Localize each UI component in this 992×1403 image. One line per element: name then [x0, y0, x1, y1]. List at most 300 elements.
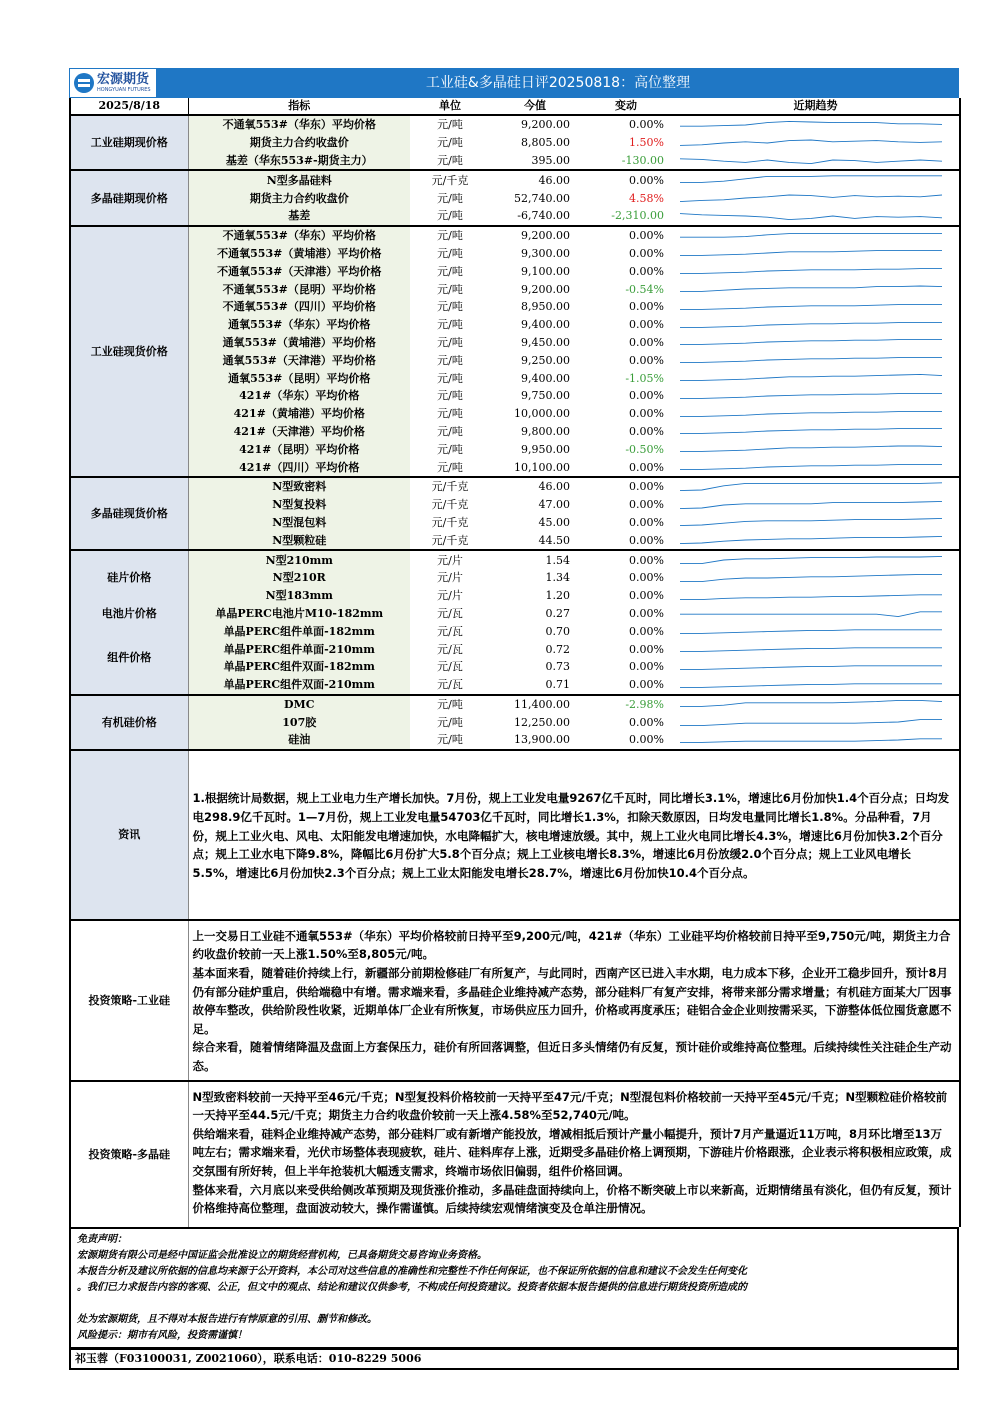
- unit-cell: 元/瓦: [437, 660, 463, 674]
- strategy-si-label: 投资策略-工业硅: [70, 920, 188, 1081]
- header-trend: 近期趋势: [672, 98, 960, 115]
- trend-cell: [672, 622, 960, 640]
- trend-sparkline: [676, 460, 946, 474]
- trend-line: [680, 286, 942, 291]
- strategy-poly-label: 投资策略-多晶硅: [70, 1081, 188, 1227]
- change-cell: -2,310.00: [611, 209, 664, 223]
- value-cell: 9,200.00: [521, 282, 570, 296]
- disclaimer-line-6: 风险提示：期市有风险，投资需谨慎！: [77, 1329, 247, 1341]
- change-cell: 0.00%: [580, 170, 672, 189]
- trend-sparkline: [676, 371, 946, 385]
- trend-cell: [672, 423, 960, 441]
- disclaimer-title: 免责声明：: [77, 1233, 127, 1245]
- trend-line: [680, 358, 942, 363]
- table-row: [70, 152, 960, 171]
- unit-cell: 元/吨: [437, 715, 463, 729]
- unit-cell: 元/千克: [410, 477, 490, 496]
- change-cell: 0.00%: [629, 515, 664, 529]
- trend-line: [680, 411, 942, 416]
- trend-line: [680, 393, 942, 398]
- value-cell: 1.34: [545, 571, 570, 585]
- unit-cell: 元/瓦: [437, 606, 463, 620]
- company-logo: [69, 68, 157, 98]
- trend-sparkline: [676, 553, 946, 567]
- table-row: [70, 189, 960, 207]
- unit-cell: 元/吨: [437, 209, 463, 223]
- strategy-poly-row: [70, 1081, 960, 1227]
- unit-cell: 元/吨: [437, 371, 463, 385]
- report-title: 工业硅&多晶硅日评20250818：高位整理: [425, 75, 691, 91]
- unit-cell: 元/片: [437, 589, 463, 603]
- trend-sparkline: [676, 624, 946, 638]
- table-row: [70, 605, 960, 623]
- trend-sparkline: [676, 571, 946, 585]
- indicator-name: 单晶PERC组件单面-210mm: [188, 640, 410, 658]
- change-cell: 4.58%: [629, 191, 664, 205]
- trend-sparkline: [676, 389, 946, 403]
- table-row: [70, 334, 960, 352]
- value-cell: 9,400.00: [521, 318, 570, 332]
- table-row: [70, 405, 960, 423]
- value-cell: 8,950.00: [521, 300, 570, 314]
- indicator-name: 通氧553#（华东）平均价格: [188, 316, 410, 334]
- category-label: 工业硅现货价格: [70, 226, 188, 477]
- trend-line: [680, 340, 942, 345]
- change-cell: 0.00%: [629, 389, 664, 403]
- trend-line: [680, 574, 942, 581]
- trend-cell: [672, 514, 960, 532]
- table-row: [70, 298, 960, 316]
- trend-cell: [672, 189, 960, 207]
- trend-cell: [672, 152, 960, 171]
- table-row: [70, 245, 960, 263]
- indicator-name: N型多晶硅料: [188, 170, 410, 189]
- indicator-name: 不通氧553#（黄埔港）平均价格: [188, 245, 410, 263]
- news-label: 资讯: [70, 750, 188, 920]
- unit-cell: 元/吨: [437, 318, 463, 332]
- unit-cell: 元/吨: [410, 695, 490, 714]
- trend-cell: [672, 207, 960, 226]
- trend-sparkline: [676, 678, 946, 692]
- value-cell: 11,400.00: [490, 695, 580, 714]
- trend-cell: [672, 605, 960, 623]
- table-row: [70, 262, 960, 280]
- value-cell: 9,750.00: [521, 389, 570, 403]
- unit-cell: 元/吨: [437, 264, 463, 278]
- trend-cell: [672, 587, 960, 605]
- trend-cell: [672, 351, 960, 369]
- value-cell: 46.00: [490, 477, 580, 496]
- change-cell: 0.00%: [629, 335, 664, 349]
- trend-sparkline: [676, 697, 946, 711]
- strategy-poly-p2: 供给端来看，硅料企业维持减产态势，部分硅料厂或有新增产能投放，增减相抵后预计产量小幅提升，预计7月产量逼近11万吨，8月环比增至13万吨左右；需求端来看，光伏市场整体表现疲软，硅片、硅料库存上涨，近期受多晶硅价格上调预期，下游硅片价格跟涨，企业表示将积极相应政策，成交氛围有所好转，但上半年抢装机大幅透支需求，终端市场依旧偏弱，组件价格回调。: [192, 1126, 952, 1179]
- change-cell: 0.00%: [629, 533, 664, 547]
- trend-cell: [672, 387, 960, 405]
- indicator-name: 单晶PERC组件双面-210mm: [188, 676, 410, 695]
- table-row: [70, 477, 960, 496]
- trend-line: [680, 251, 942, 256]
- change-cell: 0.00%: [629, 424, 664, 438]
- trend-line: [680, 720, 942, 726]
- trend-line: [680, 701, 942, 707]
- value-cell: 47.00: [538, 498, 570, 512]
- change-cell: 0.00%: [629, 264, 664, 278]
- change-cell: 0.00%: [580, 550, 672, 569]
- unit-cell: 元/片: [410, 550, 490, 569]
- trend-cell: [672, 134, 960, 152]
- change-cell: 0.00%: [629, 353, 664, 367]
- analyst-contact: 祁玉蓉（F03100031, Z0021060），联系电话：010-8229 5006: [69, 1349, 959, 1370]
- unit-cell: 元/瓦: [437, 624, 463, 638]
- disclaimer-line-3: 。我们已力求报告内容的客观、公正，但文中的观点、结论和建议仅供参考，不构成任何投资建议。投资者依据本报告提供的信息进行期货投资所造成的: [77, 1281, 747, 1293]
- trend-line: [680, 666, 942, 670]
- trend-sparkline: [676, 282, 946, 296]
- indicator-name: 单晶PERC组件单面-182mm: [188, 622, 410, 640]
- strategy-si-text: [188, 920, 960, 1081]
- trend-cell: [672, 298, 960, 316]
- indicator-name: N型致密料: [188, 477, 410, 496]
- indicator-name: 期货主力合约收盘价: [188, 189, 410, 207]
- change-cell: -0.54%: [625, 282, 664, 296]
- unit-cell: 元/吨: [437, 191, 463, 205]
- trend-line: [680, 140, 942, 145]
- unit-cell: 元/吨: [437, 353, 463, 367]
- trend-sparkline: [676, 407, 946, 421]
- value-cell: -6,740.00: [517, 209, 570, 223]
- value-cell: 13,900.00: [514, 733, 570, 747]
- table-row: [70, 134, 960, 152]
- table-row: [70, 531, 960, 550]
- trend-cell: [672, 405, 960, 423]
- report-page: [69, 68, 959, 1370]
- table-row: [70, 423, 960, 441]
- trend-cell: [672, 731, 960, 749]
- indicator-name: 不通氧553#（昆明）平均价格: [188, 280, 410, 298]
- change-cell: 0.00%: [629, 678, 664, 692]
- unit-cell: 元/吨: [437, 246, 463, 260]
- indicator-name: 硅油: [188, 731, 410, 749]
- table-row: [70, 351, 960, 369]
- trend-line: [680, 233, 942, 237]
- table-row: [70, 316, 960, 334]
- trend-sparkline: [676, 442, 946, 456]
- logo-mark-icon: [74, 73, 94, 93]
- trend-sparkline: [676, 209, 946, 223]
- value-cell: 9,200.00: [490, 226, 580, 245]
- unit-cell: 元/吨: [437, 282, 463, 296]
- trend-line: [680, 176, 942, 183]
- change-cell: -1.05%: [625, 371, 664, 385]
- strategy-si-p3: 综合来看，随着情绪降温及盘面上方套保压力，硅价有所回落调整，但近日多头情绪仍有反复，预计硅价或维持高位整理。后续持续性关注硅企生产动态。: [192, 1040, 952, 1074]
- unit-cell: 元/吨: [437, 136, 463, 150]
- indicator-name: 107胶: [188, 713, 410, 731]
- unit-cell: 元/吨: [437, 460, 463, 474]
- trend-sparkline: [676, 191, 946, 205]
- trend-cell: [672, 115, 960, 134]
- value-cell: 45.00: [538, 515, 570, 529]
- change-cell: 0.00%: [629, 300, 664, 314]
- unit-cell: 元/吨: [437, 335, 463, 349]
- value-cell: 9,400.00: [521, 371, 570, 385]
- change-cell: 0.00%: [629, 642, 664, 656]
- trend-sparkline: [676, 335, 946, 349]
- unit-cell: 元/瓦: [437, 678, 463, 692]
- indicator-name: 421#（华东）平均价格: [188, 387, 410, 405]
- trend-cell: [672, 440, 960, 458]
- trend-cell: [672, 458, 960, 477]
- unit-cell: 元/吨: [437, 300, 463, 314]
- value-cell: 395.00: [531, 153, 570, 167]
- value-cell: 9,800.00: [521, 424, 570, 438]
- trend-cell: [672, 676, 960, 695]
- table-row: [70, 226, 960, 245]
- indicator-name: 421#（天津港）平均价格: [188, 423, 410, 441]
- disclaimer-line-4: [77, 1296, 951, 1312]
- value-cell: 0.72: [545, 642, 570, 656]
- change-cell: 0.00%: [629, 246, 664, 260]
- indicator-name: 期货主力合约收盘价: [188, 134, 410, 152]
- value-cell: 9,100.00: [521, 264, 570, 278]
- value-cell: 44.50: [538, 533, 570, 547]
- trend-sparkline: [676, 606, 946, 620]
- unit-cell: 元/片: [437, 571, 463, 585]
- table-row: [70, 676, 960, 695]
- change-cell: 0.00%: [580, 477, 672, 496]
- strategy-poly-p1: N型致密料较前一天持平至46元/千克；N型复投料价格较前一天持平至47元/千克；N型混包料价格较前一天持平至45元/千克；N型颗粒硅价格较前一天持平至44.5元/千克；期货主力合约收盘价较前一天上涨4.58%至52,740元/吨。: [192, 1089, 948, 1123]
- value-cell: 46.00: [490, 170, 580, 189]
- strategy-poly-text: [188, 1081, 960, 1227]
- trend-sparkline: [676, 515, 946, 529]
- value-cell: 9,200.00: [490, 115, 580, 134]
- trend-cell: [672, 550, 960, 569]
- trend-sparkline: [676, 246, 946, 260]
- change-cell: -2.98%: [580, 695, 672, 714]
- change-cell: 0.00%: [629, 733, 664, 747]
- value-cell: 9,250.00: [521, 353, 570, 367]
- indicator-name: DMC: [188, 695, 410, 714]
- indicator-name: N型183mm: [188, 587, 410, 605]
- trend-sparkline: [676, 318, 946, 332]
- trend-cell: [672, 316, 960, 334]
- logo-en-text: HONGYUAN FUTURES: [97, 87, 151, 93]
- unit-cell: 元/千克: [431, 533, 469, 547]
- category-label: 组件价格: [70, 622, 188, 694]
- trend-sparkline: [676, 300, 946, 314]
- trend-line: [680, 195, 942, 202]
- change-cell: 0.00%: [629, 660, 664, 674]
- value-cell: 0.71: [545, 678, 570, 692]
- table-row: [70, 369, 960, 387]
- indicator-name: 通氧553#（黄埔港）平均价格: [188, 334, 410, 352]
- trend-sparkline: [676, 153, 946, 167]
- trend-cell: [672, 226, 960, 245]
- trend-cell: [672, 369, 960, 387]
- category-label: 工业硅期现价格: [70, 115, 188, 170]
- change-cell: 0.00%: [629, 571, 664, 585]
- trend-cell: [672, 245, 960, 263]
- trend-cell: [672, 477, 960, 496]
- indicator-name: N型混包料: [188, 514, 410, 532]
- strategy-poly-p3: 整体来看，六月底以来受供给侧改革预期及现货涨价推动，多晶硅盘面持续向上，价格不断突破上市以来新高，近期情绪虽有淡化，但仍有反复，预计价格维持高位整理，盘面波动较大，操作需谨慎。后续持续宏观情绪演变及仓单注册情况。: [192, 1182, 952, 1216]
- trend-sparkline: [676, 733, 946, 747]
- trend-sparkline: [676, 136, 946, 150]
- trend-cell: [672, 658, 960, 676]
- table-row: [70, 550, 960, 569]
- indicator-name: 通氧553#（昆明）平均价格: [188, 369, 410, 387]
- indicator-name: 不通氧553#（四川）平均价格: [188, 298, 410, 316]
- strategy-si-p2: 基本面来看，随着硅价持续上行，新疆部分前期检修硅厂有所复产，与此同时，西南产区已进入丰水期，电力成本下移，企业开工稳步回升，预计8月仍有部分硅炉重启，供给端稳中有增。需求端来看，多晶硅企业维持减产态势，部分硅料厂有复产安排，将带来部分需求增量；有机硅方面某大厂因事故停车整改，供给阶段性收紧，近期单体厂企业有所恢复，市场供应压力回升，价格或再度承压；硅铝合金企业则按需采买，下游整体低位囤货意愿不足。: [192, 966, 952, 1036]
- table-header-row: [70, 98, 960, 115]
- indicator-name: 421#（昆明）平均价格: [188, 440, 410, 458]
- table-row: [70, 387, 960, 405]
- value-cell: 10,000.00: [514, 407, 570, 421]
- trend-line: [680, 429, 942, 434]
- trend-sparkline: [676, 173, 946, 187]
- unit-cell: 元/吨: [437, 389, 463, 403]
- change-cell: 0.00%: [580, 115, 672, 134]
- unit-cell: 元/吨: [437, 733, 463, 747]
- trend-sparkline: [676, 589, 946, 603]
- unit-cell: 元/吨: [437, 153, 463, 167]
- table-row: [70, 640, 960, 658]
- trend-line: [680, 465, 942, 470]
- table-row: [70, 587, 960, 605]
- header-unit: 单位: [410, 98, 490, 115]
- change-cell: 0.00%: [629, 460, 664, 474]
- table-row: [70, 170, 960, 189]
- trend-sparkline: [676, 480, 946, 494]
- trend-line: [680, 446, 942, 451]
- value-cell: 52,740.00: [514, 191, 570, 205]
- change-cell: 0.00%: [629, 318, 664, 332]
- trend-cell: [672, 640, 960, 658]
- table-row: [70, 280, 960, 298]
- trend-line: [680, 304, 942, 309]
- change-cell: 0.00%: [580, 226, 672, 245]
- strategy-si-row: [70, 920, 960, 1081]
- commentary-table: [69, 749, 961, 1227]
- indicator-name: 通氧553#（天津港）平均价格: [188, 351, 410, 369]
- indicator-name: 421#（黄埔港）平均价格: [188, 405, 410, 423]
- trend-sparkline: [676, 533, 946, 547]
- trend-line: [680, 159, 942, 164]
- unit-cell: 元/吨: [437, 442, 463, 456]
- table-row: [70, 496, 960, 514]
- value-cell: 9,950.00: [521, 442, 570, 456]
- trend-line: [680, 612, 942, 617]
- category-label: 电池片价格: [70, 605, 188, 623]
- trend-sparkline: [676, 118, 946, 132]
- unit-cell: 元/吨: [437, 424, 463, 438]
- trend-line: [680, 322, 942, 327]
- unit-cell: 元/千克: [410, 170, 490, 189]
- unit-cell: 元/吨: [410, 115, 490, 134]
- news-text: 1.根据统计局数据，规上工业电力生产增长加快。7月份，规上工业发电量9267亿千瓦时，同比增长3.1%，增速比6月份加快1.4个百分点；日均发电298.9亿千瓦时。1—7月份，规上工业发电量54703亿千瓦时，同比增长1.3%，扣除天数原因，日均发电量同比增长1.8%。分品种看，7月份，规上工业火电、风电、太阳能发电增速加快，水电降幅扩大，核电增速放缓。其中，规上工业火电同比增长4.3%，增速比6月份加快3.2个百分点；规上工业水电下降9.8%，降幅比6月份扩大5.8个百分点；规上工业核电增长8.3%，增速比6月份放缓2.0个百分点；规上工业风电增长5.5%，增速比6月份加快2.3个百分点；规上工业太阳能发电增长28.7%，增速比6月份加快10.4个百分点。: [188, 750, 960, 920]
- indicator-name: N型210R: [188, 569, 410, 587]
- trend-line: [680, 556, 942, 563]
- value-cell: 0.73: [545, 660, 570, 674]
- trend-cell: [672, 569, 960, 587]
- price-table: [69, 98, 961, 749]
- indicator-name: N型颗粒硅: [188, 531, 410, 550]
- trend-sparkline: [676, 498, 946, 512]
- change-cell: 0.00%: [629, 715, 664, 729]
- category-label: 多晶硅现货价格: [70, 477, 188, 550]
- trend-sparkline: [676, 264, 946, 278]
- value-cell: 0.27: [545, 606, 570, 620]
- trend-cell: [672, 496, 960, 514]
- category-label: 硅片价格: [70, 550, 188, 604]
- indicator-name: 基差: [188, 207, 410, 226]
- indicator-name: 421#（四川）平均价格: [188, 458, 410, 477]
- table-row: [70, 731, 960, 749]
- unit-cell: 元/千克: [431, 498, 469, 512]
- table-row: [70, 458, 960, 477]
- trend-line: [680, 269, 942, 274]
- indicator-name: 基差（华东553#-期货主力）: [188, 152, 410, 171]
- header-change: 变动: [580, 98, 672, 115]
- change-cell: 0.00%: [629, 606, 664, 620]
- trend-cell: [672, 170, 960, 189]
- trend-sparkline: [676, 660, 946, 674]
- category-label: 有机硅价格: [70, 695, 188, 749]
- indicator-name: 单晶PERC组件双面-182mm: [188, 658, 410, 676]
- value-cell: 9,450.00: [521, 335, 570, 349]
- disclaimer-line-5: 处为宏源期货，且不得对本报告进行有悖原意的引用、删节和修改。: [77, 1313, 377, 1325]
- trend-cell: [672, 695, 960, 714]
- change-cell: 0.00%: [629, 407, 664, 421]
- trend-line: [680, 683, 942, 687]
- value-cell: 10,100.00: [514, 460, 570, 474]
- disclaimer-line-1: 宏源期货有限公司是经中国证监会批准设立的期货经营机构，已具备期货交易咨询业务资格。: [77, 1249, 487, 1261]
- trend-line: [680, 501, 942, 508]
- table-row: [70, 569, 960, 587]
- trend-line: [680, 594, 942, 599]
- table-row: [70, 695, 960, 714]
- unit-cell: 元/千克: [431, 515, 469, 529]
- table-row: [70, 115, 960, 134]
- category-label: 多晶硅期现价格: [70, 170, 188, 225]
- indicator-name: 不通氧553#（天津港）平均价格: [188, 262, 410, 280]
- value-cell: 12,250.00: [514, 715, 570, 729]
- disclaimer: [69, 1227, 959, 1349]
- trend-line: [680, 374, 942, 380]
- unit-cell: 元/瓦: [437, 642, 463, 656]
- header-date: 2025/8/18: [70, 98, 188, 115]
- change-cell: 0.00%: [629, 498, 664, 512]
- trend-line: [680, 739, 942, 743]
- trend-sparkline: [676, 424, 946, 438]
- unit-cell: 元/吨: [437, 407, 463, 421]
- table-row: [70, 207, 960, 226]
- indicator-name: 不通氧553#（华东）平均价格: [188, 115, 410, 134]
- trend-cell: [672, 334, 960, 352]
- header-value: 今值: [490, 98, 580, 115]
- table-row: [70, 658, 960, 676]
- trend-line: [680, 537, 942, 544]
- table-row: [70, 440, 960, 458]
- indicator-name: 单晶PERC电池片M10-182mm: [188, 605, 410, 623]
- header-indicator: 指标: [188, 98, 410, 115]
- change-cell: -130.00: [621, 153, 664, 167]
- strategy-si-p1: 上一交易日工业硅不通氧553#（华东）平均价格较前日持平至9,200元/吨，421#（华东）工业硅平均价格较前日持平至9,750元/吨，期货主力合约收盘价较前一天上涨1.50%至8,805元/吨。: [192, 928, 951, 962]
- trend-sparkline: [676, 229, 946, 243]
- trend-cell: [672, 713, 960, 731]
- indicator-name: N型复投料: [188, 496, 410, 514]
- trend-line: [680, 121, 942, 126]
- table-row: [70, 514, 960, 532]
- trend-cell: [672, 280, 960, 298]
